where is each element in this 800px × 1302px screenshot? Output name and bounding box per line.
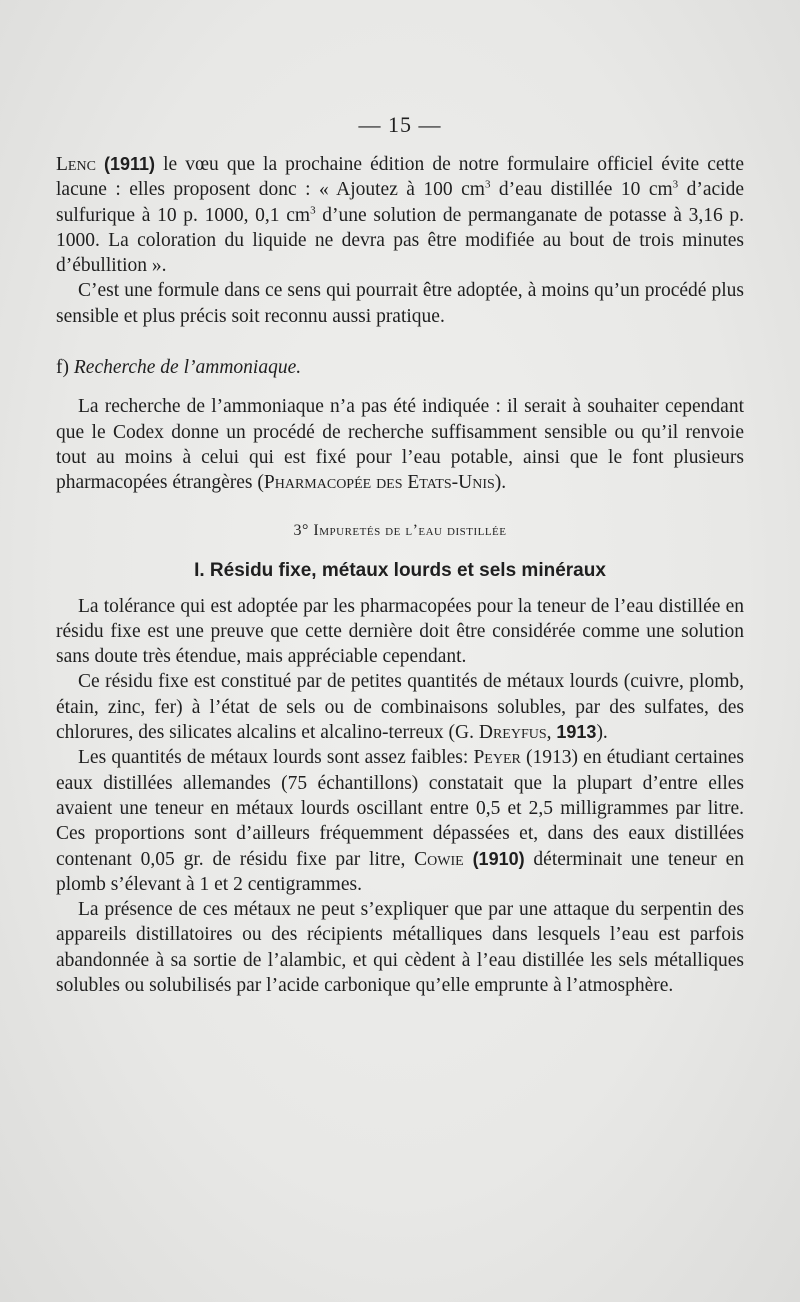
author-peyer: Peyer [473, 747, 521, 769]
author-dreyfus: Dreyfus [478, 722, 547, 744]
paragraph-residu: Ce résidu fixe est constitué par de petites quantités de métaux lourds (cuivre, plomb, étain, zinc, fer) à l’état de sels ou de combinaisons solubles, par des sulfates, des chlorures, des silicates alcalins et alcalino-terreux (G. Dreyfus, 1913). [56, 671, 744, 744]
paragraph-quantites: Les quantités de métaux lourds sont assez faibles: Peyer (1913) en étudiant certaines eaux distillées allemandes (75 échantillons) constatait que la plupart d’entre elles avaient une teneur en métaux lourds oscillant entre 0,5 et 2,5 milligrammes par litre. Ces proportions sont d’ailleurs fréquemment dépassées et, dans des eaux distillées contenant 0,05 gr. de résidu fixe par litre, Cowie (1910) déterminait une teneur en plomb s’élevant à 1 et 2 centigrammes. [56, 747, 744, 895]
author-cowie: Cowie [414, 848, 464, 870]
year-1910: (1910) [472, 848, 525, 869]
page-number: — 15 — [358, 112, 442, 137]
chapter-heading: I. Résidu fixe, métaux lourds et sels minéraux [194, 559, 606, 581]
paragraph-presence: La présence de ces métaux ne peut s’expliquer que par une attaque du serpentin des appareils distillatoires ou des récipients métalliques dans lesquels l’eau est parfois abandonnée à sa sortie de l’alambic, et qui cèdent à l’eau distillée les sels métalliques solubles ou solubilisés par l’acide carbonique qu’elle emprunte à l’atmosphère. [56, 899, 744, 997]
author-lenc: Lenc [56, 154, 96, 175]
section-title: 3° Impuretés de l’eau distillée [293, 521, 507, 539]
paragraph-lenc: Lenc (1911) le vœu que la prochaine édition de notre formulaire officiel évite cette lacune : elles proposent donc : « Ajoutez à 100 $cm^3$ d’eau distillée 10 $cm^3$ d’acide sulfurique à 10 p. 1000, 0,1 $cm^3$ d’une solution de permanganate de potasse à 3,16 p. 1000. La coloration du liquide ne devra pas être modifiée au bout de trois minutes d’ébullition ». [56, 154, 745, 277]
paragraph-tolerance: La tolérance qui est adoptée par les pharmacopées pour la teneur de l’eau distillée en résidu fixe est une preuve que cette dernière doit être considérée comme une solution sans doute très étendue, mais appréciable cependant. [56, 595, 744, 668]
paragraph-formule: C’est une formule dans ce sens qui pourrait être adoptée, à moins qu’un procédé plus sensible et plus précis soit reconnu aussi pratique. [56, 280, 744, 327]
year-1911: (1911) [103, 154, 156, 174]
year-1913: 1913 [556, 722, 597, 743]
subheading-ammoniaque: f) Recherche de l’ammoniaque. [56, 357, 302, 379]
reference-pharmacopee: Pharmacopée des Etats-Unis [263, 472, 495, 494]
paragraph-ammoniaque: La recherche de l’ammoniaque n’a pas été indiquée : il serait à souhaiter cependant que le Codex donne un procédé de recherche suffisamment sensible ou qu’il renvoie tout au moins à celui qui est fixé pour l’eau potable, ainsi que le font plusieurs pharmacopées étrangères (Pharmacopée des Etats-Unis). [56, 396, 744, 494]
